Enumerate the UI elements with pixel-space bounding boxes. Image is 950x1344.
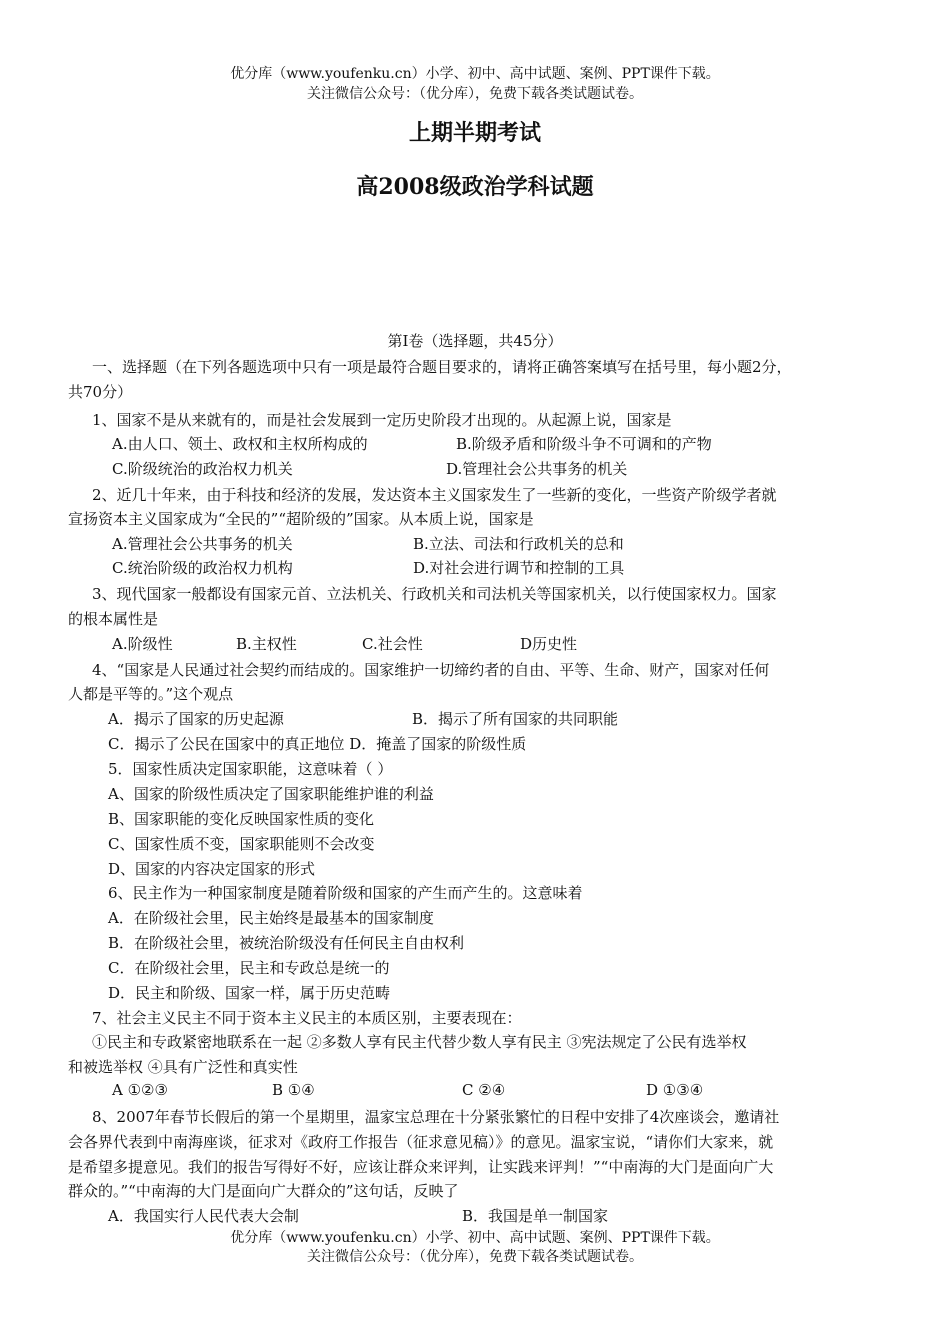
question-5-stem: 5．国家性质决定国家职能，这意味着（ ） (108, 760, 393, 778)
question-8-stem: 8、2007年春节长假后的第一个星期里，温家宝总理在十分紧张繁忙的日程中安排了4次座谈会，邀请社 (92, 1108, 780, 1126)
question-6-stem: 6、民主作为一种国家制度是随着阶级和国家的产生而产生的。这意味着 (108, 884, 583, 902)
q4-option-b: B．揭示了所有国家的共同职能 (412, 710, 619, 728)
q7-option-c: C ②④ (462, 1081, 506, 1099)
footer-line-1: 优分库（www.youfenku.cn）小学、初中、高中试题、案例、PPT课件下载。 (230, 1230, 720, 1246)
q6-option-a: A．在阶级社会里，民主始终是最基本的国家制度 (108, 909, 434, 927)
section-heading: 第Ⅰ卷（选择题，共45分） (387, 332, 563, 350)
q5-option-b: B、国家职能的变化反映国家性质的变化 (108, 810, 375, 828)
question-4-stem: 4、“国家是人民通过社会契约而结成的。国家维护一切缔约者的自由、平等、生命、财产，国家对任何 (92, 661, 770, 679)
question-8-stem-cont-3: 群众的。”“中南海的大门是面向广大群众的”这句话，反映了 (68, 1182, 459, 1200)
q8-option-b: B．我国是单一制国家 (462, 1207, 609, 1225)
q2-option-b: B.立法、司法和行政机关的总和 (413, 535, 624, 553)
question-4-stem-cont: 人都是平等的。”这个观点 (68, 685, 234, 703)
q2-option-c: C.统治阶级的政治权力机构 (112, 559, 293, 577)
q4-option-cd: C．揭示了公民在国家中的真正地位 D．掩盖了国家的阶级性质 (108, 735, 527, 753)
q6-option-c: C．在阶级社会里，民主和专政总是统一的 (108, 959, 390, 977)
q2-option-a: A.管理社会公共事务的机关 (112, 535, 293, 553)
question-2-stem: 2、近几十年来，由于科技和经济的发展，发达资本主义国家发生了一些新的变化，一些资产阶级学者就 (92, 486, 777, 504)
q1-option-c: C.阶级统治的政治权力机关 (112, 460, 293, 478)
question-3-stem-cont: 的根本属性是 (68, 610, 159, 628)
q3-option-a: A.阶级性 (112, 635, 173, 653)
q5-option-a: A、国家的阶级性质决定了国家职能维护谁的利益 (108, 785, 434, 803)
question-1-stem: 1、国家不是从来就有的，而是社会发展到一定历史阶段才出现的。从起源上说，国家是 (92, 411, 672, 429)
q6-option-b: B．在阶级社会里，被统治阶级没有任何民主自由权利 (108, 934, 465, 952)
exam-title: 上期半期考试 (408, 120, 541, 146)
q4-option-a: A．揭示了国家的历史起源 (108, 710, 284, 728)
section-instructions: 一、选择题（在下列各题选项中只有一项是最符合题目要求的，请将正确答案填写在括号里，每小题2分， (92, 358, 792, 376)
footer-line-2: 关注微信公众号：（优分库），免费下载各类试题试卷。 (307, 1249, 643, 1265)
question-7-items-cont: 和被选举权 ④具有广泛性和真实性 (68, 1058, 298, 1076)
exam-subtitle: 高2008级政治学科试题 (356, 174, 594, 200)
section-instructions-cont: 共70分） (68, 383, 133, 401)
question-8-stem-cont-1: 会各界代表到中南海座谈，征求对《政府工作报告（征求意见稿）》的意见。温家宝说，“请你们大家来，就 (68, 1133, 774, 1151)
question-2-stem-cont: 宣扬资本主义国家成为“全民的”“超阶级的”国家。从本质上说，国家是 (68, 510, 534, 528)
q1-option-b: B.阶级矛盾和阶级斗争不可调和的产物 (456, 435, 712, 453)
q6-option-d: D．民主和阶级、国家一样，属于历史范畴 (108, 984, 391, 1002)
question-3-stem: 3、现代国家一般都设有国家元首、立法机关、行政机关和司法机关等国家机关，以行使国家权力。国家 (92, 585, 777, 603)
header-line-1: 优分库（www.youfenku.cn）小学、初中、高中试题、案例、PPT课件下载。 (230, 66, 720, 82)
q7-option-a: A ①②③ (112, 1081, 168, 1099)
question-7-items: ①民主和专政紧密地联系在一起 ②多数人享有民主代替少数人享有民主 ③宪法规定了公民有选举权 (92, 1033, 747, 1051)
q7-option-b: B ①④ (272, 1081, 315, 1099)
question-8-stem-cont-2: 是希望多提意见。我们的报告写得好不好，应该让群众来评判，让实践来评判！”“中南海的大门是面向广大 (68, 1158, 774, 1176)
header-line-2: 关注微信公众号：（优分库），免费下载各类试题试卷。 (307, 86, 643, 102)
q8-option-a: A．我国实行人民代表大会制 (108, 1207, 299, 1225)
q3-option-d: D历史性 (520, 635, 578, 653)
q7-option-d: D ①③④ (646, 1081, 704, 1099)
q3-option-c: C.社会性 (362, 635, 423, 653)
question-7-stem: 7、社会主义民主不同于资本主义民主的本质区别，主要表现在： (92, 1009, 522, 1027)
q1-option-d: D.管理社会公共事务的机关 (446, 460, 628, 478)
q5-option-c: C、国家性质不变，国家职能则不会改变 (108, 835, 375, 853)
q5-option-d: D、国家的内容决定国家的形式 (108, 860, 316, 878)
q3-option-b: B.主权性 (236, 635, 297, 653)
q1-option-a: A.由人口、领土、政权和主权所构成的 (112, 435, 368, 453)
q2-option-d: D.对社会进行调节和控制的工具 (413, 559, 625, 577)
